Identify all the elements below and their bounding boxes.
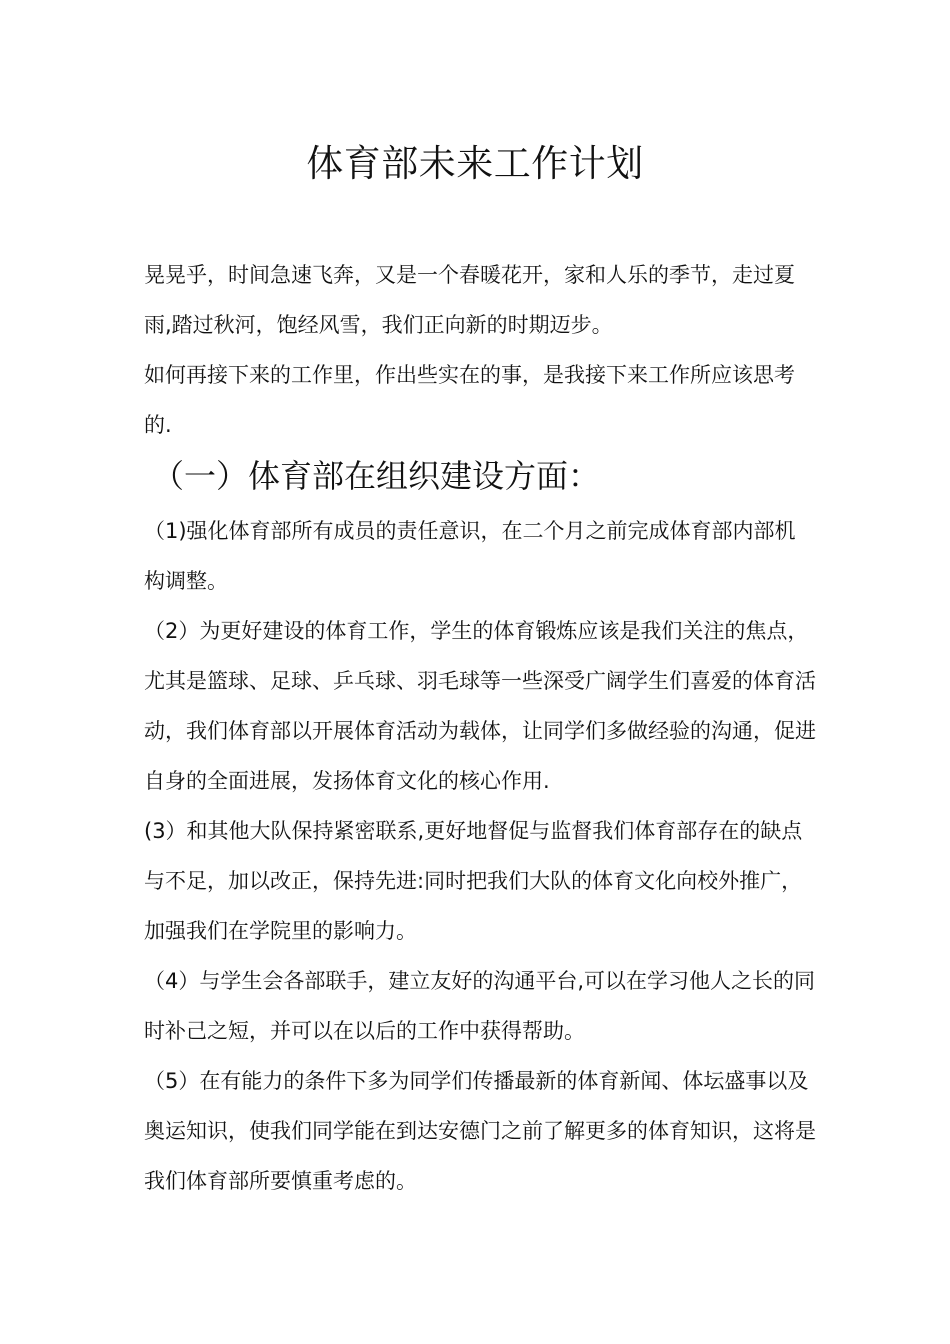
intro-paragraph-2: 如何再接下来的工作里，作出些实在的事，是我接下来工作所应该思考的. [144,363,795,437]
document-title: 体育部未来工作计划 [306,142,644,185]
list-item: （1)强化体育部所有成员的责任意识，在二个月之前完成体育部内部机构调整。 [144,519,796,593]
section-heading-organization: （一）体育部在组织建设方面： [152,457,601,495]
list-item: （4）与学生会各部联手，建立友好的沟通平台,可以在学习他人之长的同时补己之短，并可以在以后的工作中获得帮助。 [144,969,816,1043]
list-item: (3）和其他大队保持紧密联系,更好地督促与监督我们体育部存在的缺点与不足，加以改正，保持先进:同时把我们大队的体育文化向校外推广，加强我们在学院里的影响力。 [144,819,803,943]
list-item: （2）为更好建设的体育工作，学生的体育锻炼应该是我们关注的焦点，尤其是篮球、足球、乒乓球、羽毛球等一些深受广阔学生们喜爱的体育活动，我们体育部以开展体育活动为载体，让同学们多做经验的沟通，促进自身的全面进展，发扬体育文化的核心作用. [144,619,816,793]
intro-paragraph-1: 晃晃乎，时间急速飞奔，又是一个春暖花开，家和人乐的季节，走过夏雨,踏过秋河，饱经风雪，我们正向新的时期迈步。 [144,263,795,337]
list-item: （5）在有能力的条件下多为同学们传播最新的体育新闻、体坛盛事以及奥运知识，使我们同学能在到达安德门之前了解更多的体育知识，这将是我们体育部所要慎重考虑的。 [144,1069,816,1193]
document-body [144,250,816,1206]
